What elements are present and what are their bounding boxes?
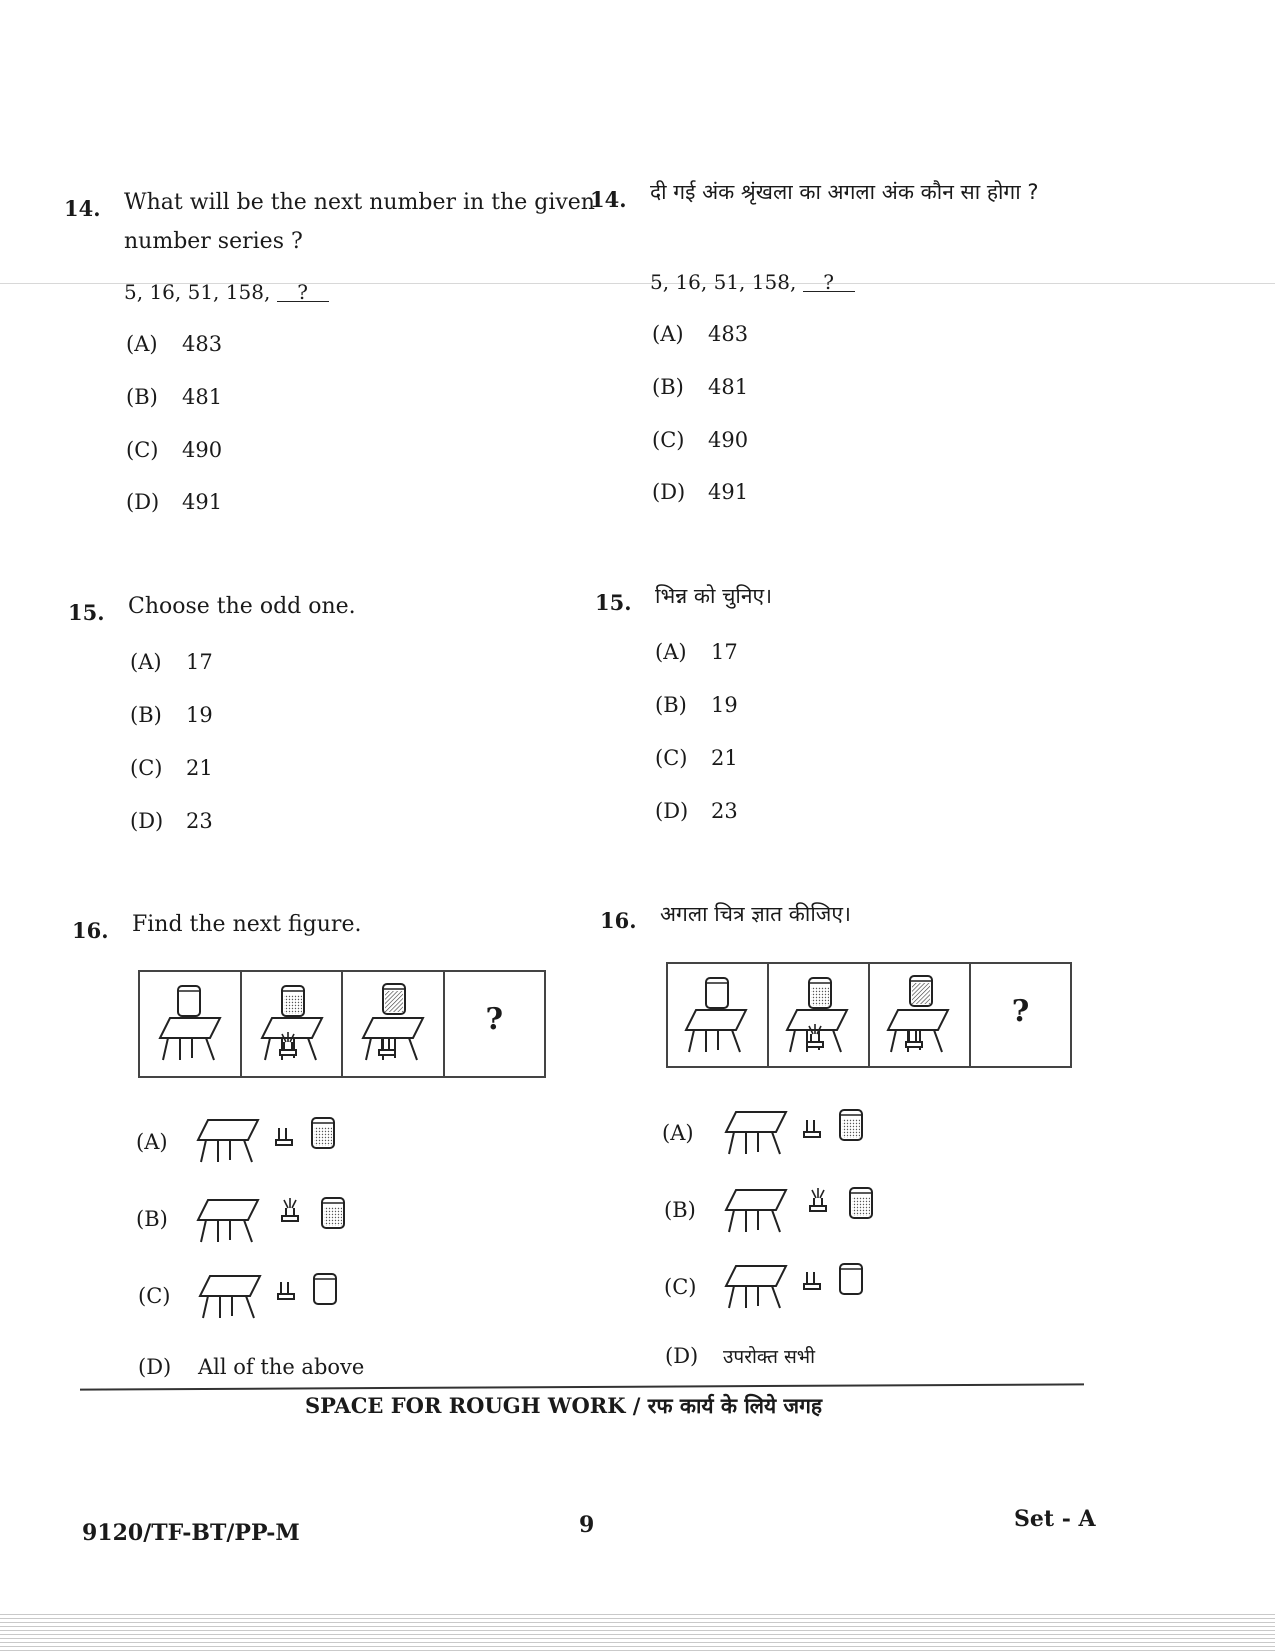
q16-option-c-label[interactable]: (C) xyxy=(138,1284,171,1308)
q16-option-a-label[interactable]: (A) xyxy=(136,1130,168,1154)
q16-hindi-option-a-label[interactable]: (A) xyxy=(662,1121,694,1145)
q16-text: Find the next figure. xyxy=(132,912,362,937)
q14-option-c[interactable]: (C) 490 xyxy=(126,438,223,462)
q16-option-a-figure xyxy=(198,1110,348,1166)
q16-hindi-option-c-label[interactable]: (C) xyxy=(664,1275,697,1299)
q14-text-line1: What will be the next number in the given xyxy=(124,190,595,215)
q16-option-b-label[interactable]: (B) xyxy=(136,1207,168,1231)
q16-hindi-number: 16. xyxy=(600,908,637,933)
q14-option-d[interactable]: (D) 491 xyxy=(126,490,223,514)
q15-text: Choose the odd one. xyxy=(128,594,356,619)
q16-hindi-question-mark: ? xyxy=(1011,994,1030,1029)
q16-hindi-option-d[interactable]: (D) उपरोक्त सभी xyxy=(665,1344,816,1368)
rough-work-divider xyxy=(80,1383,1084,1390)
q14-hindi-text: दी गई अंक श्रृंखला का अगला अंक कौन सा होगा ? xyxy=(650,180,1039,204)
q16-option-b-figure xyxy=(198,1190,348,1246)
q14-option-b[interactable]: (B) 481 xyxy=(126,385,223,409)
q14-series xyxy=(124,280,329,304)
q15-hindi-option-d[interactable]: (D) 23 xyxy=(655,799,738,823)
q14-hindi-blank: ? xyxy=(803,273,855,292)
q16-hindi-option-a-figure xyxy=(726,1102,876,1158)
q15-hindi-option-c[interactable]: (C) 21 xyxy=(655,746,738,770)
q15-option-c[interactable]: (C) 21 xyxy=(130,756,213,780)
q14-blank: ? xyxy=(277,283,329,302)
q14-hindi-option-c[interactable]: (C) 490 xyxy=(652,428,749,452)
q14-hindi-option-b[interactable]: (B) 481 xyxy=(652,375,749,399)
q16-hindi-option-b-figure xyxy=(726,1180,876,1236)
q15-option-a[interactable]: (A) 17 xyxy=(130,650,213,674)
q16-hindi-figure-1 xyxy=(668,964,769,1066)
q15-hindi-number: 15. xyxy=(595,590,632,615)
rough-work-label: SPACE FOR ROUGH WORK / रफ कार्य के लिये जगह xyxy=(305,1393,823,1418)
q14-hindi-number: 14. xyxy=(590,187,627,212)
q16-figure-sequence xyxy=(138,970,546,1078)
page-number: 9 xyxy=(579,1512,595,1538)
q16-hindi-option-c-figure xyxy=(726,1256,876,1312)
set-label: Set - A xyxy=(1014,1506,1096,1532)
q16-figure-1 xyxy=(140,972,242,1076)
q16-option-c-figure xyxy=(200,1266,350,1322)
q15-hindi-option-a[interactable]: (A) 17 xyxy=(655,640,738,664)
q16-hindi-figure-4 xyxy=(971,964,1070,1066)
q15-hindi-text: भिन्न को चुनिए। xyxy=(655,584,773,608)
q16-hindi-text: अगला चित्र ज्ञात कीजिए। xyxy=(660,902,851,926)
q16-figure-4 xyxy=(445,972,545,1076)
q14-hindi-series-values: 5, 16, 51, 158, xyxy=(650,270,797,294)
q16-number: 16. xyxy=(72,918,109,943)
q15-option-d[interactable]: (D) 23 xyxy=(130,809,213,833)
q16-hindi-option-b-label[interactable]: (B) xyxy=(664,1198,696,1222)
q16-hindi-figure-3 xyxy=(870,964,971,1066)
q15-option-b[interactable]: (B) 19 xyxy=(130,703,213,727)
q14-number: 14. xyxy=(64,196,101,221)
q16-figure-2 xyxy=(242,972,344,1076)
q16-hindi-figure-2 xyxy=(769,964,870,1066)
q14-hindi-option-a[interactable]: (A) 483 xyxy=(652,322,749,346)
q16-option-d[interactable]: (D) All of the above xyxy=(138,1355,365,1379)
q16-figure-3 xyxy=(343,972,445,1076)
q14-hindi-series xyxy=(650,270,855,294)
q15-hindi-option-b[interactable]: (B) 19 xyxy=(655,693,738,717)
q16-question-mark: ? xyxy=(485,1002,504,1037)
q16-hindi-figure-sequence xyxy=(666,962,1072,1068)
q14-series-values: 5, 16, 51, 158, xyxy=(124,280,271,304)
q15-number: 15. xyxy=(68,600,105,625)
q14-hindi-option-d[interactable]: (D) 491 xyxy=(652,480,749,504)
scan-edge xyxy=(0,1611,1275,1651)
paper-code: 9120/TF-BT/PP-M xyxy=(82,1520,300,1546)
q14-option-a[interactable]: (A) 483 xyxy=(126,332,223,356)
q14-text-line2: number series ? xyxy=(124,229,303,254)
